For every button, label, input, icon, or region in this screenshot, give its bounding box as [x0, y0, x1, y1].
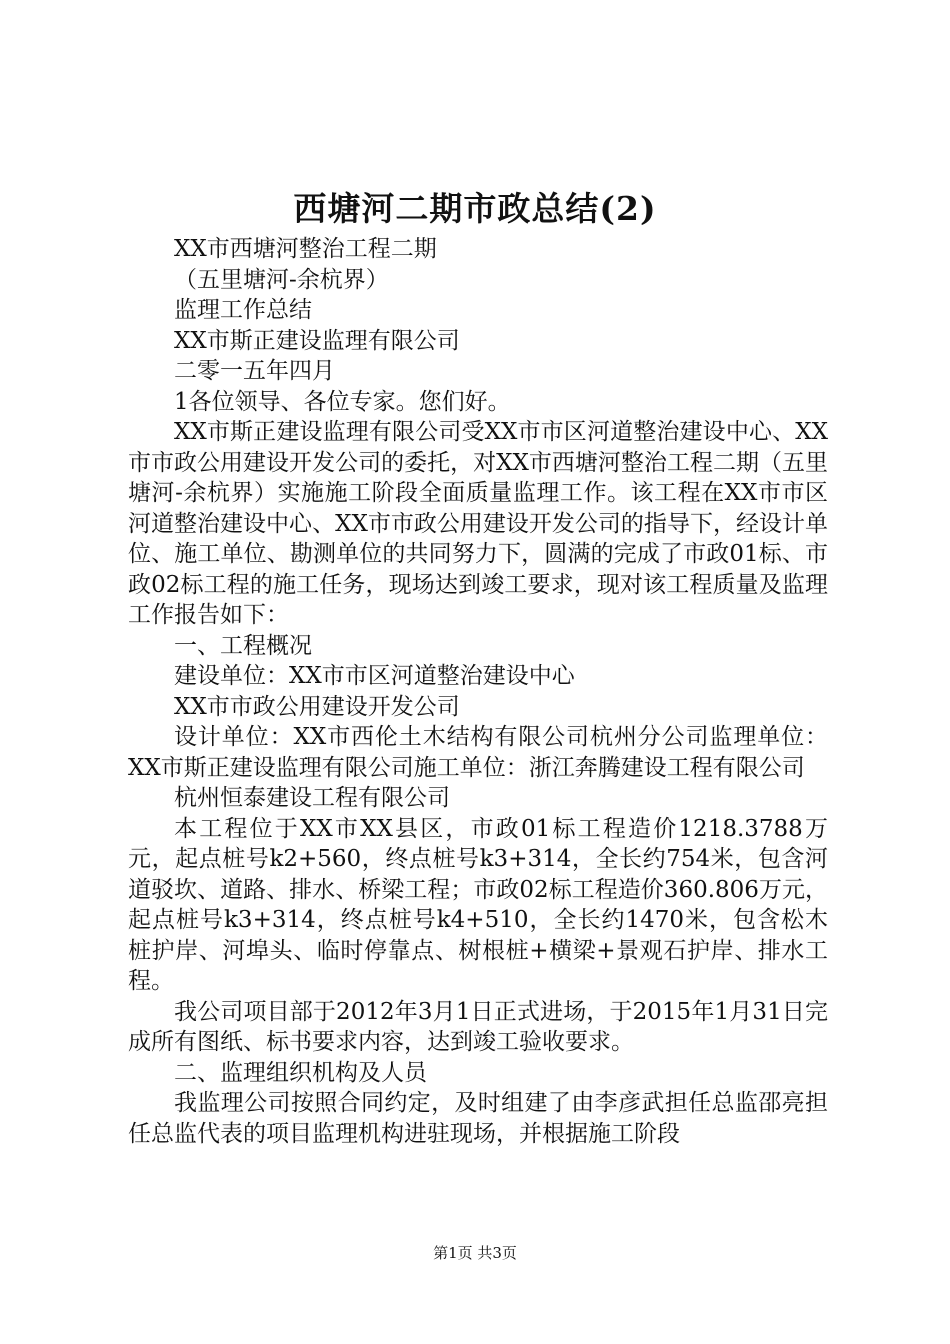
page-number: 第1页 共3页	[433, 1244, 517, 1262]
section-heading-overview: 一、工程概况	[174, 632, 312, 659]
paragraph-project-section: （五里塘河-余杭界）	[174, 266, 389, 293]
paragraph-project-name: XX市西塘河整治工程二期	[174, 236, 437, 262]
paragraph-greeting: 1各位领导、各位专家。您们好。	[174, 388, 511, 415]
paragraph-scope: 本工程位于XX市XX县区，市政01标工程造价1218.3788万元，起点桩号k2+560，终点桩号k3+314，全长约754米，包含河道驳坎、道路、排水、桥梁工程；市政02标工程造价360.806万元，起点桩号k3+314，终点桩号k4+510，全长约1470米，包含松木桩护岸、河埠头、临时停靠点、树根桩+横梁+景观石护岸、排水工程。	[128, 815, 828, 994]
paragraph-owner: 建设单位：XX市市区河道整治建设中心	[174, 663, 575, 689]
paragraph-report-type: 监理工作总结	[174, 297, 312, 323]
section-heading-organization: 二、监理组织机构及人员	[174, 1059, 427, 1086]
paragraph-date: 二零一五年四月	[174, 358, 335, 384]
paragraph-schedule: 我公司项目部于2012年3月1日正式进场，于2015年1月31日完成所有图纸、标书要求内容，达到竣工验收要求。	[128, 998, 828, 1055]
document-body	[128, 234, 828, 1149]
paragraph-units: 设计单位：XX市西伦土木结构有限公司杭州分公司监理单位：XX市斯正建设监理有限公司施工单位：浙江奔腾建设工程有限公司	[128, 724, 828, 781]
paragraph-owner-2: XX市市政公用建设开发公司	[174, 693, 460, 720]
paragraph-intro: XX市斯正建设监理有限公司受XX市市区河道整治建设中心、XX市市政公用建设开发公司的委托，对XX市西塘河整治工程二期（五里塘河-余杭界）实施施工阶段全面质量监理工作。该工程在XX市市区河道整治建设中心、XX市市政公用建设开发公司的指导下，经设计单位、施工单位、勘测单位的共同努力下，圆满的完成了市政01标、市政02标工程的施工任务，现场达到竣工要求，现对该工程质量及监理工作报告如下：	[128, 419, 828, 628]
paragraph-company: XX市斯正建设监理有限公司	[174, 327, 460, 354]
paragraph-organization: 我监理公司按照合同约定，及时组建了由李彦武担任总监邵亮担任总监代表的项目监理机构进驻现场，并根据施工阶段	[128, 1090, 828, 1147]
paragraph-contractor-2: 杭州恒泰建设工程有限公司	[174, 785, 450, 811]
document-title: 西塘河二期市政总结(2)	[293, 189, 657, 228]
